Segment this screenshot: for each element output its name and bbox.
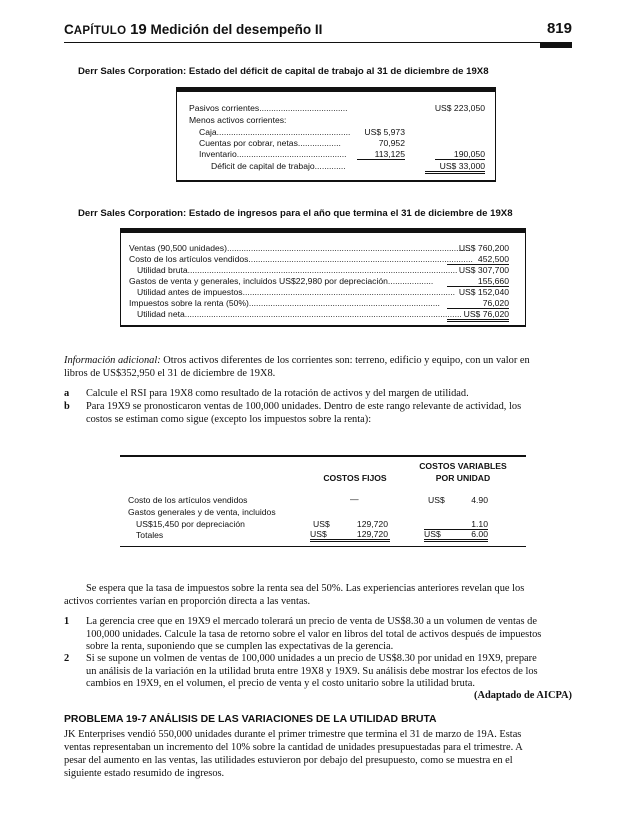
s1-row-col1: US$ 5,973 — [364, 127, 405, 137]
s2-row-value: US$ 307,700 — [458, 265, 509, 275]
tax-paragraph-line: Se espera que la tasa de impuestos sobre la renta sea del 50%. Las experiencias anteriores revelan que los — [86, 583, 525, 594]
s1-row-label: Inventario.............................................. — [199, 149, 347, 159]
cost-row-var: 4.90 — [471, 495, 488, 505]
list-item-label: b — [64, 401, 70, 412]
col-header-fixed: COSTOS FIJOS — [323, 473, 387, 483]
problem-line: JK Enterprises vendió 550,000 unidades durante el primer trimestre que termina el 31 de marzo de 19A. Estas — [64, 729, 522, 740]
s1-row-col2: US$ 33,000 — [425, 161, 485, 174]
statement2-box — [120, 228, 526, 327]
list-item-text: 100,000 unidades. Calcule la tasa de retorno sobre el valor en libros del total de activos después de impuestos — [86, 628, 542, 640]
s2-row-label: Utilidad bruta................................................................................................................. — [137, 265, 458, 275]
s1-row-label: Cuentas por cobrar, netas.................. — [199, 138, 341, 148]
chapter-prefix: C — [64, 22, 74, 37]
list-item-text: Si se supone un volmen de ventas de 100,000 unidades a un precio de US$8.30 por unidad en 19X9, prepare — [86, 653, 537, 664]
list-item-label: a — [64, 388, 70, 399]
s2-row-value: US$ 152,040 — [458, 287, 509, 297]
s2-row-label: Costo de los artículos vendidos.............................................................................................. — [129, 254, 473, 264]
cost-row-fixed-currency: US$ — [313, 519, 330, 529]
page-header — [64, 21, 572, 41]
list-item-text: un análisis de la variación en la utilidad bruta entre 19X8 y 19X9. Su análisis debe mostrar los efectos de los — [86, 665, 538, 677]
statement1-box — [176, 87, 496, 182]
problem-text — [64, 728, 572, 780]
list-item-text: La gerencia cree que en 19X9 el mercado tolerará un precio de venta de US$8.30 a un volumen de ventas de — [86, 616, 537, 627]
s2-row-value: 76,020 — [447, 298, 509, 309]
chapter-heading — [64, 21, 322, 38]
header-rule-block — [540, 42, 572, 48]
s2-row-value: US$ 76,020 — [447, 309, 509, 322]
s2-row-value: 155,660 — [447, 276, 509, 287]
cost-row-label: Costo de los artículos vendidos — [128, 495, 248, 505]
cost-row-fixed: — — [350, 494, 359, 504]
list-item-text: Calcule el RSI para 19X8 como resultado de la rotación de activos y del margen de utilidad. — [86, 388, 469, 399]
cost-total-var-currency: US$ — [424, 529, 441, 539]
chapter-word: APÍTULO — [73, 25, 127, 37]
s2-row-value: 452,500 — [447, 254, 509, 265]
cost-row-label: Gastos generales y de venta, incluidos — [128, 507, 276, 517]
s2-row-value: US$ 760,200 — [458, 243, 509, 253]
chapter-title: Medición del desempeño II — [150, 22, 323, 37]
additional-info-line: libros de US$352,950 el 31 de diciembre de 19X8. — [64, 368, 276, 379]
list-item-text: sobre la renta, suponiendo que se cumplen las expectativas de la gerencia. — [86, 641, 394, 653]
cost-total-var: 6.00 — [471, 529, 488, 539]
s2-row-label: Utilidad neta.................................................................................................................... — [137, 309, 462, 319]
cost-row-var: 1.10 — [424, 519, 488, 530]
s2-row-label: Gastos de venta y generales, incluidos US$22,980 por depreciación................... — [129, 276, 434, 286]
tax-paragraph — [64, 582, 572, 608]
cost-table-bottom-rule — [120, 546, 526, 547]
s2-row-label: Utilidad antes de impuestos......................................................................................... — [137, 287, 456, 297]
tax-paragraph-line: activos corrientes varían en proporción directa a las ventas. — [64, 596, 311, 607]
additional-info — [64, 354, 572, 380]
cost-total-var-cell — [424, 529, 488, 542]
list-item — [64, 388, 572, 402]
list-item — [64, 653, 572, 693]
s1-row-label: Déficit de capital de trabajo............. — [211, 161, 346, 171]
problem-line: pesar del aumento en las ventas, las utilidades estuvieron por debajo del presupuesto, como se muestra en el — [64, 755, 513, 766]
s1-row-col1: 113,125 — [357, 149, 405, 160]
list-item-label: 2 — [64, 653, 70, 664]
list-item-text: Para 19X9 se pronosticaron ventas de 100,000 unidades. Dentro de este rango relevante de actividad, los — [86, 401, 522, 412]
cost-row-var-currency: US$ — [428, 495, 445, 505]
s1-row-label: Menos activos corrientes: — [189, 115, 287, 125]
additional-info-line: Otros activos diferentes de los corrientes son: terreno, edificio y equipo, con un valor en — [160, 355, 530, 366]
s1-row-col2: US$ 223,050 — [434, 103, 485, 113]
problem-title: PROBLEMA 19-7 ANÁLISIS DE LAS VARIACIONES DE LA UTILIDAD BRUTA — [64, 714, 437, 725]
statement2-title: Derr Sales Corporation: Estado de ingresos para el año que termina el 31 de diciembre de 19X8 — [78, 208, 513, 219]
s2-row-label: Ventas (90,500 unidades)...................................................................................................... — [129, 243, 471, 253]
chapter-number: 19 — [130, 21, 147, 38]
cost-row-label: Totales — [136, 530, 164, 540]
s1-row-col1: 70,952 — [378, 138, 405, 148]
list-item-text: cambios en 19X9, en el volumen, el precio de venta y el costo unitario sobre la utilidad bruta. — [86, 678, 475, 690]
s2-row-label: Impuestos sobre la renta (50%)................................................................................ — [129, 298, 440, 308]
list-item-text: costos se estiman como sigue (excepto los impuestos sobre la renta): — [86, 414, 372, 425]
col-header-variable: COSTOS VARIABLES — [419, 461, 507, 471]
list-item-label: 1 — [64, 616, 70, 627]
source-note: (Adaptado de AICPA) — [474, 690, 572, 701]
cost-row-fixed: 129,720 — [356, 519, 388, 529]
cost-total-fixed: 129,720 — [356, 529, 388, 539]
s1-row-col2: 190,050 — [435, 149, 485, 160]
cost-total-fixed-cell — [310, 529, 390, 542]
page-number: 819 — [546, 20, 572, 37]
header-rule — [64, 42, 572, 43]
problem-line: ventas representaban un incremento del 10% sobre la cantidad de unidades presupuestadas para el trimestre. A — [64, 742, 523, 753]
statement1-title: Derr Sales Corporation: Estado del déficit de capital de trabajo al 31 de diciembre de 19X8 — [78, 66, 489, 77]
list-item — [64, 401, 572, 429]
cost-row-label: US$15,450 por depreciación — [136, 519, 245, 529]
s1-row-label: Pasivos corrientes..................................... — [189, 103, 348, 113]
col-header-variable-unit: POR UNIDAD — [435, 473, 491, 483]
s1-row-label: Caja........................................................ — [199, 127, 351, 137]
problem-line: siguiente estado resumido de ingresos. — [64, 768, 225, 779]
additional-info-label: Información adicional: — [64, 355, 161, 366]
list-item — [64, 616, 572, 656]
cost-table-top-rule — [120, 455, 526, 457]
cost-total-fixed-currency: US$ — [310, 529, 327, 539]
